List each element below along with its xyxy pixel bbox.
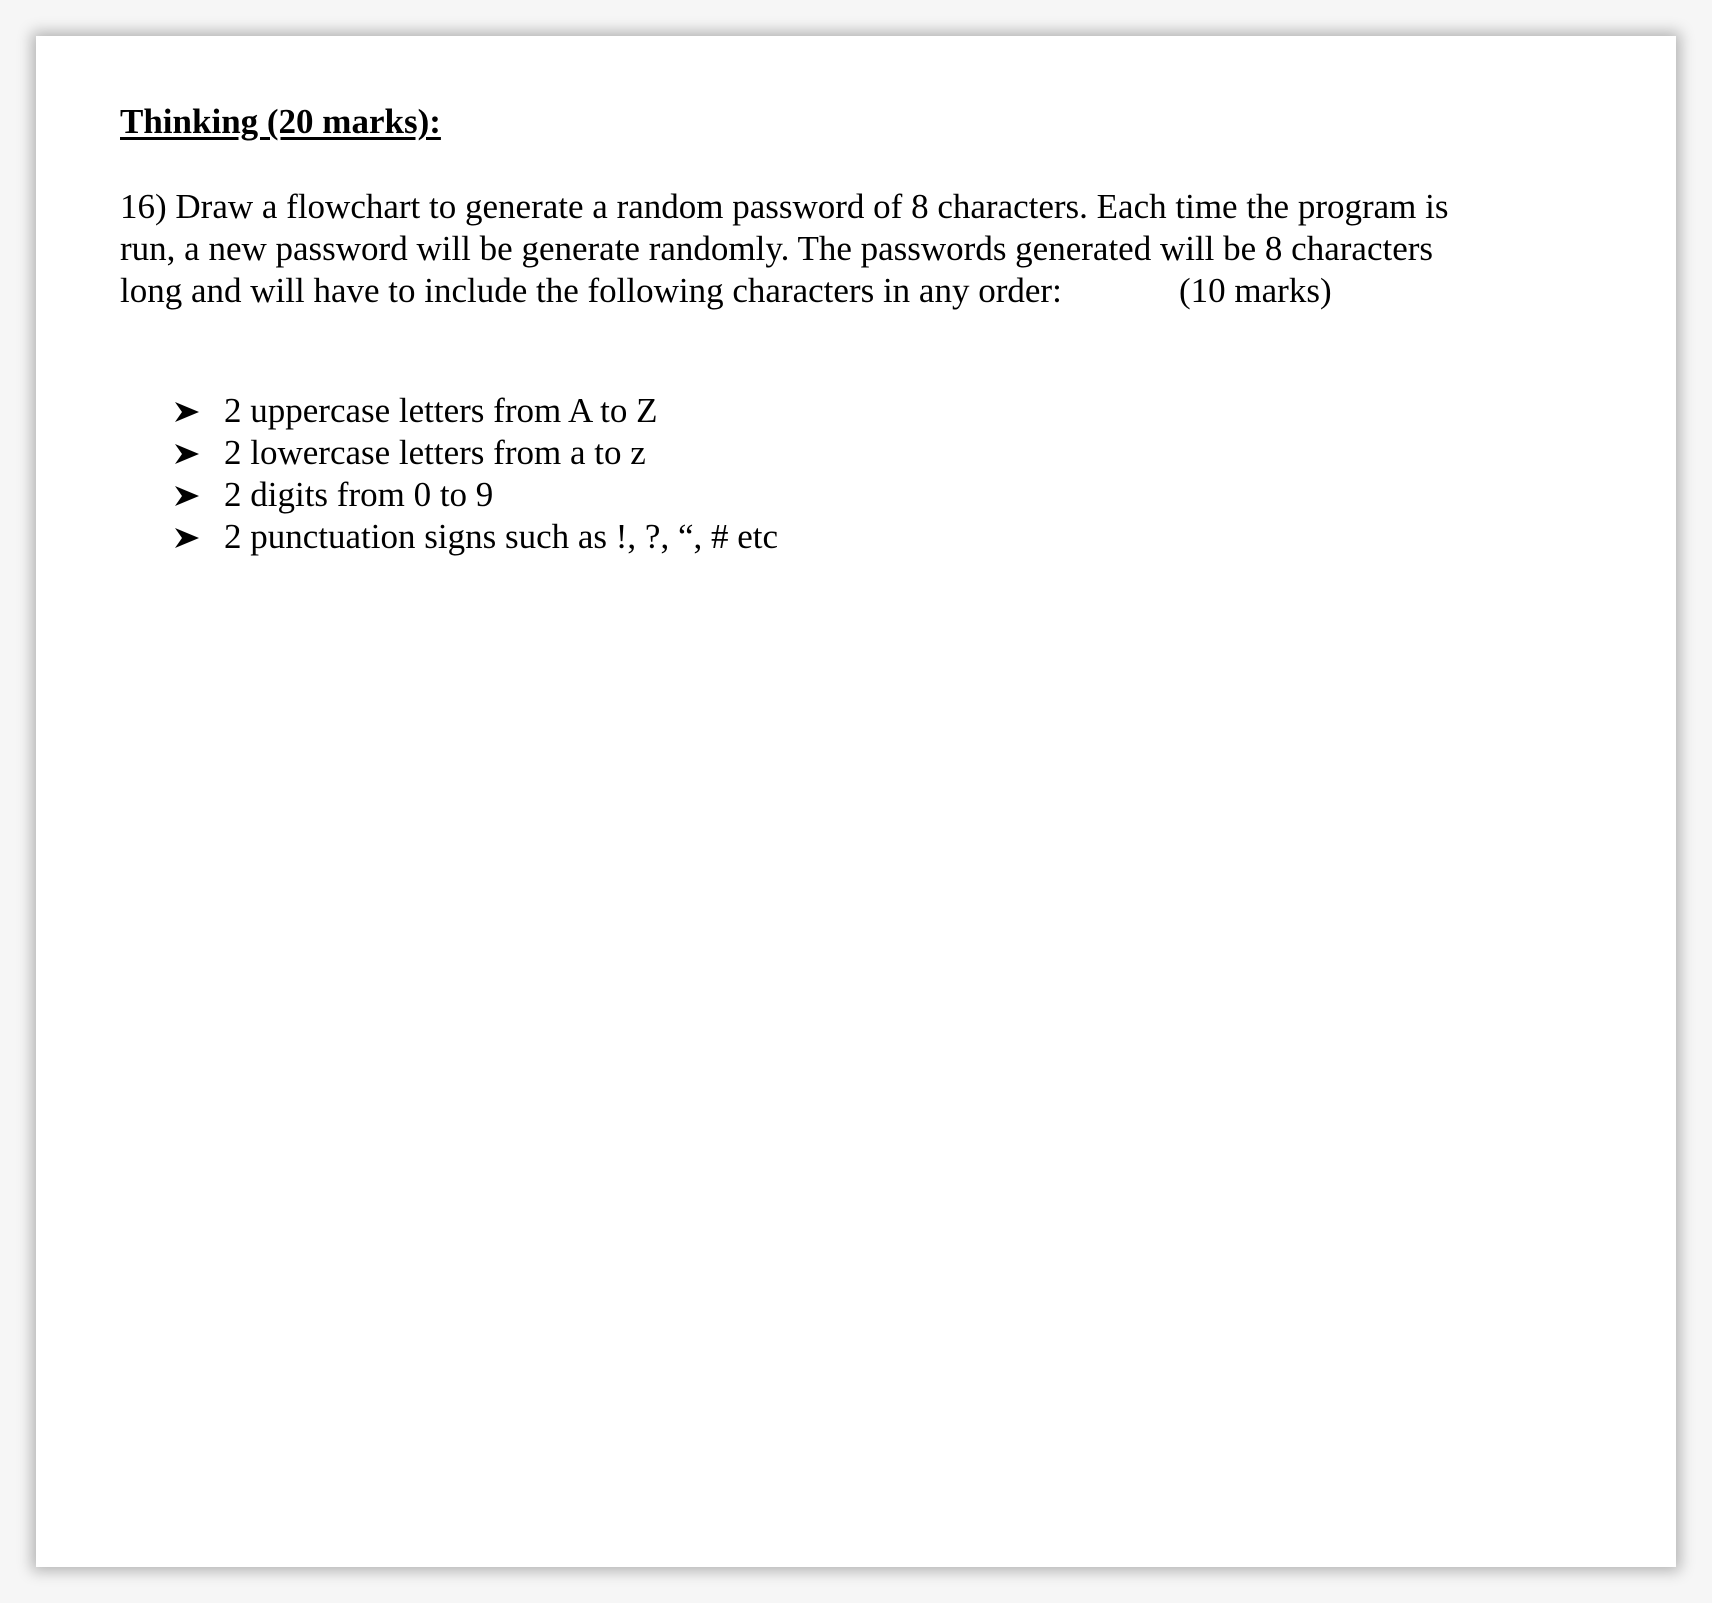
list-item-text: 2 lowercase letters from a to z — [224, 433, 646, 472]
question-line: run, a new password will be generate randomly. The passwords generated will be 8 characters — [120, 229, 1434, 268]
document-page — [36, 36, 1676, 1567]
arrowhead-bullet-icon — [172, 390, 224, 432]
section-heading: Thinking (20 marks): — [120, 102, 441, 141]
list-item — [172, 390, 778, 432]
list-item-text: 2 punctuation signs such as !, ?, “, # etc — [224, 517, 779, 556]
list-item-text: 2 uppercase letters from A to Z — [224, 391, 658, 430]
question-line: 16) Draw a flowchart to generate a random password of 8 characters. Each time the program is — [120, 187, 1449, 226]
question-line: long and will have to include the following characters in any order: — [120, 271, 1062, 310]
question-text — [120, 186, 1560, 312]
arrowhead-bullet-icon — [172, 474, 224, 516]
list-item-text: 2 digits from 0 to 9 — [224, 475, 494, 514]
list-item — [172, 516, 778, 558]
arrowhead-bullet-icon — [172, 432, 224, 474]
list-item — [172, 474, 778, 516]
marks-label: (10 marks) — [1179, 271, 1332, 310]
list-item — [172, 432, 778, 474]
requirements-list — [172, 390, 778, 558]
arrowhead-bullet-icon — [172, 516, 224, 558]
